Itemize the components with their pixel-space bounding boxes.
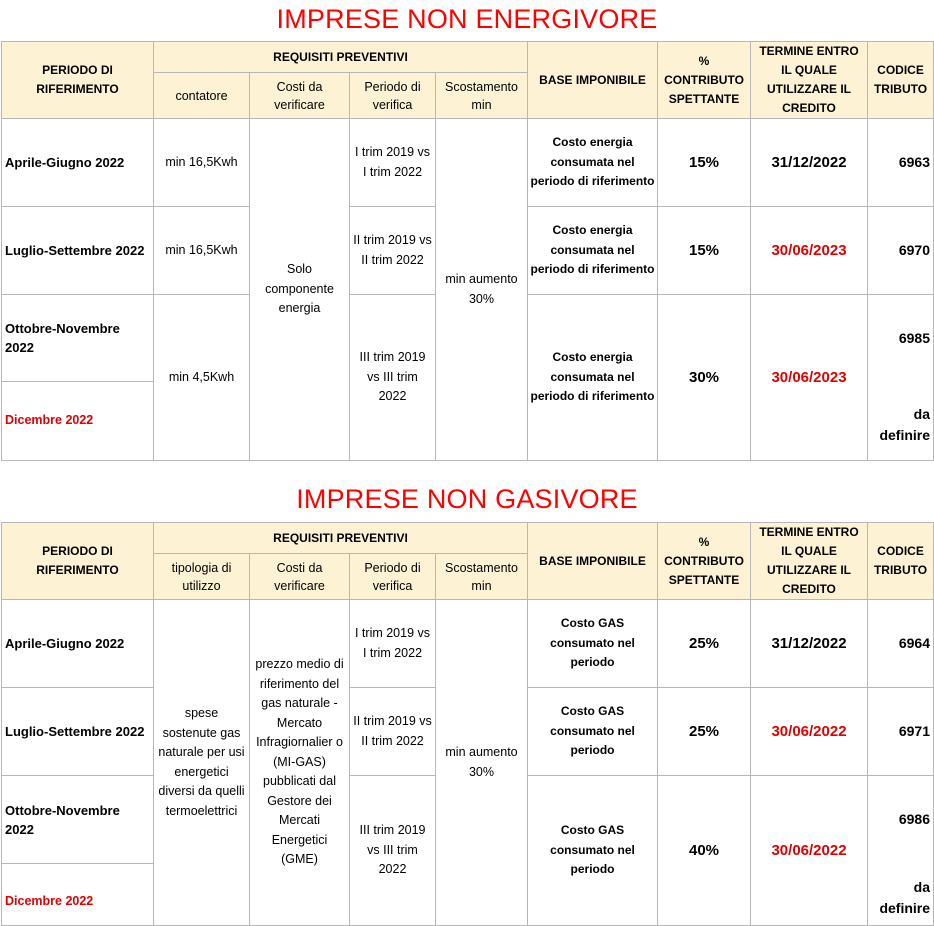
header-periodo: PERIODO DI RIFERIMENTO bbox=[2, 523, 154, 600]
header-codice: CODICE TRIBUTO bbox=[868, 523, 934, 600]
tipologia-cell: spese sostenute gas naturale per usi energetici diversi da quelli termoelettrici bbox=[154, 600, 250, 926]
row-verifica: II trim 2019 vs II trim 2022 bbox=[350, 207, 436, 295]
row-periodo: Dicembre 2022 bbox=[2, 382, 154, 461]
costi-cell: prezzo medio di riferimento del gas naturale - Mercato Infragiornalier o (MI-GAS) pubblicati dal Gestore dei Mercati Energetici (GME) bbox=[250, 600, 350, 926]
row-codice: da definire bbox=[868, 382, 934, 461]
row-base: Costo energia consumata nel periodo di riferimento bbox=[528, 295, 658, 461]
header-base: BASE IMPONIBILE bbox=[528, 523, 658, 600]
row-termine: 30/06/2023 bbox=[751, 295, 868, 461]
row-termine: 31/12/2022 bbox=[751, 600, 868, 688]
row-pct: 25% bbox=[658, 600, 751, 688]
row-codice: 6986 bbox=[868, 776, 934, 864]
row-pct: 25% bbox=[658, 688, 751, 776]
costi-cell: Solo componente energia bbox=[250, 119, 350, 461]
row-base: Costo GAS consumato nel periodo bbox=[528, 688, 658, 776]
row-termine: 31/12/2022 bbox=[751, 119, 868, 207]
row-verifica: III trim 2019 vs III trim 2022 bbox=[350, 295, 436, 461]
row-base: Costo GAS consumato nel periodo bbox=[528, 776, 658, 926]
row-codice: 6970 bbox=[868, 207, 934, 295]
row-periodo: Luglio-Settembre 2022 bbox=[2, 207, 154, 295]
subheader-costi: Costi da verificare bbox=[250, 73, 350, 119]
row-verifica: II trim 2019 vs II trim 2022 bbox=[350, 688, 436, 776]
row-base: Costo energia consumata nel periodo di riferimento bbox=[528, 119, 658, 207]
row-periodo: Aprile-Giugno 2022 bbox=[2, 119, 154, 207]
row-periodo: Ottobre-Novembre 2022 bbox=[2, 776, 154, 864]
header-termine: TERMINE ENTRO IL QUALE UTILIZZARE IL CREDITO bbox=[751, 42, 868, 119]
subheader-periodo-verifica: Periodo di verifica bbox=[350, 554, 436, 600]
row-base: Costo GAS consumato nel periodo bbox=[528, 600, 658, 688]
subheader-scostamento: Scostamento min bbox=[436, 554, 528, 600]
row-pct: 15% bbox=[658, 119, 751, 207]
row-pct: 15% bbox=[658, 207, 751, 295]
header-contributo: % CONTRIBUTO SPETTANTE bbox=[658, 523, 751, 600]
row-contatore: min 16,5Kwh bbox=[154, 207, 250, 295]
row-periodo: Aprile-Giugno 2022 bbox=[2, 600, 154, 688]
gasivore-table bbox=[1, 522, 934, 926]
subheader-costi: Costi da verificare bbox=[250, 554, 350, 600]
row-termine: 30/06/2022 bbox=[751, 776, 868, 926]
header-termine: TERMINE ENTRO IL QUALE UTILIZZARE IL CREDITO bbox=[751, 523, 868, 600]
row-codice: 6963 bbox=[868, 119, 934, 207]
header-contributo: % CONTRIBUTO SPETTANTE bbox=[658, 42, 751, 119]
table2-title: IMPRESE NON GASIVORE bbox=[296, 484, 638, 514]
energivore-table bbox=[1, 41, 934, 461]
row-periodo: Ottobre-Novembre 2022 bbox=[2, 295, 154, 382]
header-requisiti: REQUISITI PREVENTIVI bbox=[154, 42, 528, 73]
row-codice: 6971 bbox=[868, 688, 934, 776]
row-contatore: min 16,5Kwh bbox=[154, 119, 250, 207]
row-pct: 30% bbox=[658, 295, 751, 461]
subheader-periodo-verifica: Periodo di verifica bbox=[350, 73, 436, 119]
table1-title: IMPRESE NON ENERGIVORE bbox=[276, 4, 658, 34]
subheader-tipologia: tipologia di utilizzo bbox=[154, 554, 250, 600]
row-periodo: Dicembre 2022 bbox=[2, 864, 154, 926]
row-verifica: III trim 2019 vs III trim 2022 bbox=[350, 776, 436, 926]
row-periodo: Luglio-Settembre 2022 bbox=[2, 688, 154, 776]
subheader-contatore: contatore bbox=[154, 73, 250, 119]
subheader-scostamento: Scostamento min bbox=[436, 73, 528, 119]
row-codice: da definire bbox=[868, 864, 934, 926]
scostamento-cell: min aumento 30% bbox=[436, 119, 528, 461]
row-base: Costo energia consumata nel periodo di riferimento bbox=[528, 207, 658, 295]
scostamento-cell: min aumento 30% bbox=[436, 600, 528, 926]
header-periodo: PERIODO DI RIFERIMENTO bbox=[2, 42, 154, 119]
header-codice: CODICE TRIBUTO bbox=[868, 42, 934, 119]
header-requisiti: REQUISITI PREVENTIVI bbox=[154, 523, 528, 554]
row-codice: 6964 bbox=[868, 600, 934, 688]
row-contatore: min 4,5Kwh bbox=[154, 295, 250, 461]
row-pct: 40% bbox=[658, 776, 751, 926]
row-verifica: I trim 2019 vs I trim 2022 bbox=[350, 600, 436, 688]
row-termine: 30/06/2022 bbox=[751, 688, 868, 776]
header-base: BASE IMPONIBILE bbox=[528, 42, 658, 119]
row-codice: 6985 bbox=[868, 295, 934, 382]
row-termine: 30/06/2023 bbox=[751, 207, 868, 295]
row-verifica: I trim 2019 vs I trim 2022 bbox=[350, 119, 436, 207]
